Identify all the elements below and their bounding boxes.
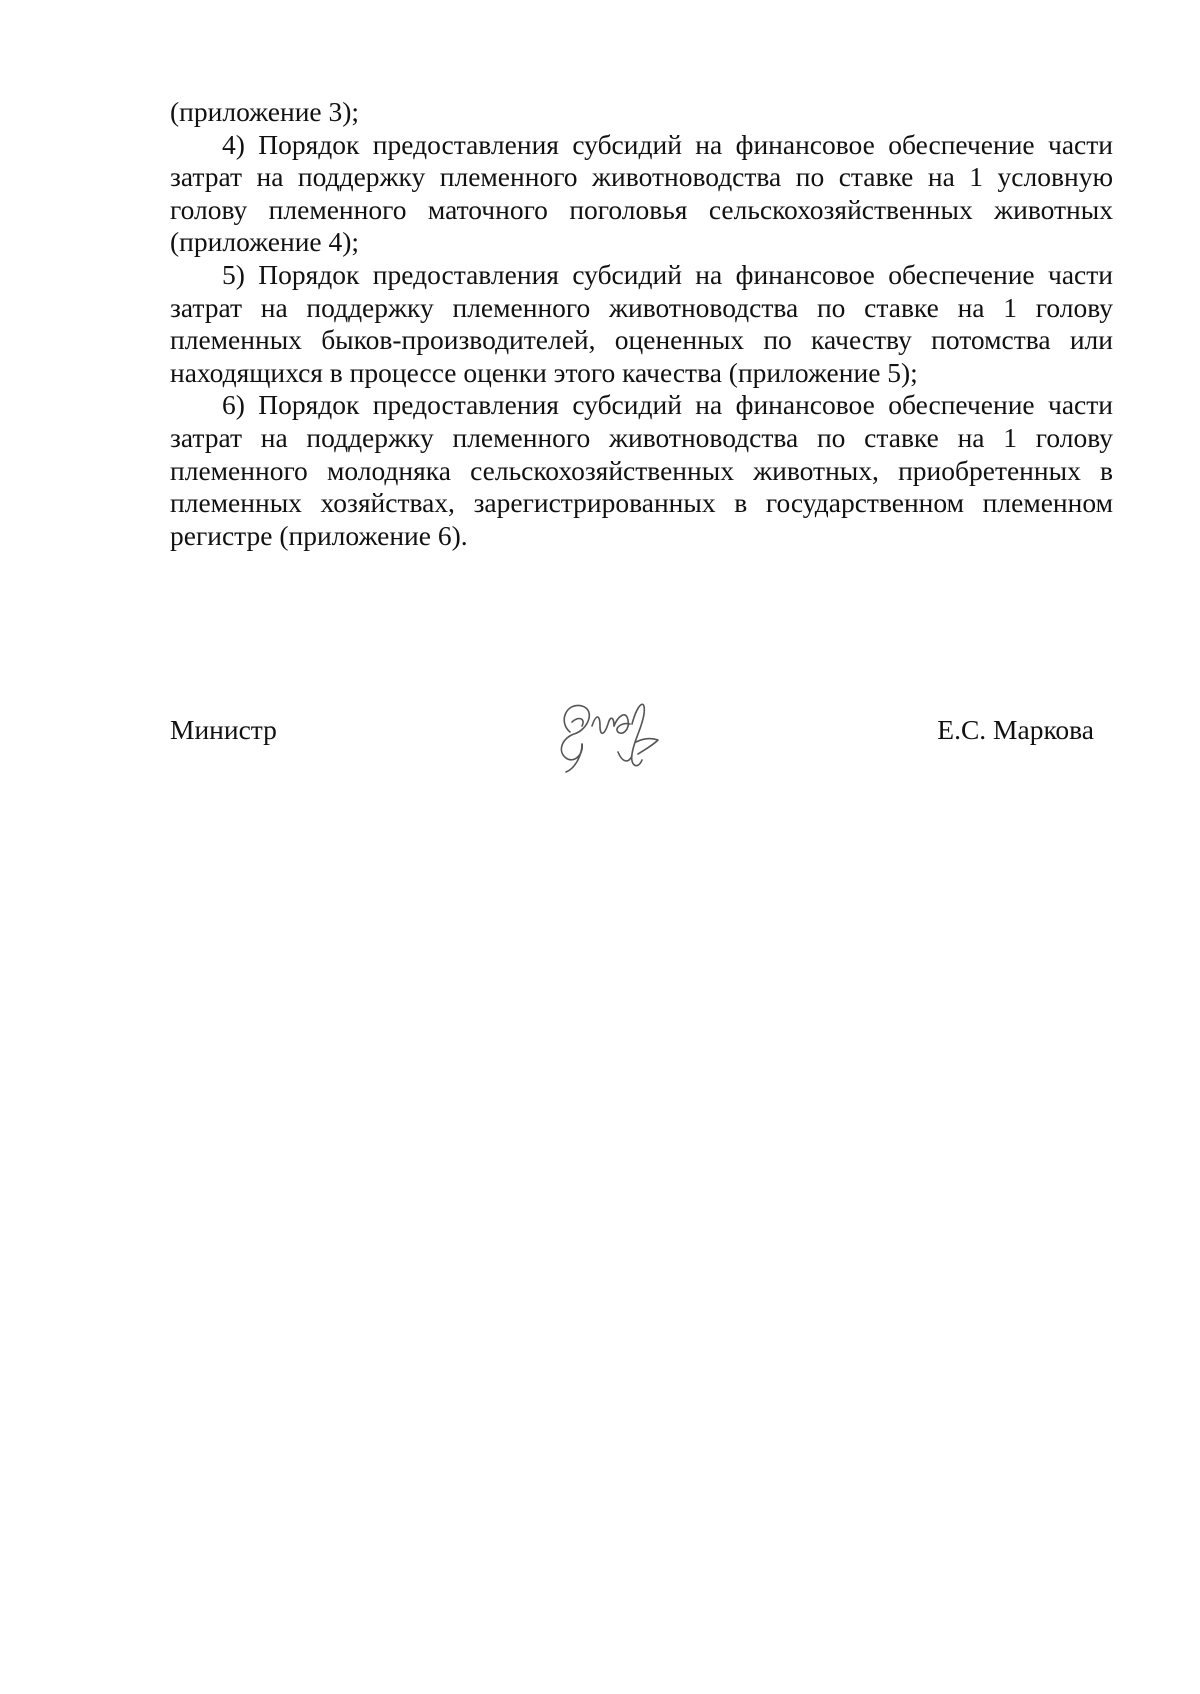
continuation-text: (приложение 3);: [170, 96, 360, 127]
handwritten-signature-icon: [548, 692, 668, 778]
list-item-4: 4) Порядок предоставления субсидий на финансовое обеспечение части затрат на поддержку племенного животноводства по ставке на 1 условную голову племенного маточного поголовья сельскохозяйственных животных (приложение 4);: [170, 128, 1113, 258]
signatory-role: Министр: [170, 714, 277, 745]
list-item-6: 6) Порядок предоставления субсидий на финансовое обеспечение части затрат на поддержку племенного животноводства по ставке на 1 голову племенного молодняка сельскохозяйственных животных, приобретенных в племенных хозяйствах, зарегистрированных в государственном племенном регистре (приложение 6).: [170, 389, 1113, 551]
signatory-name: Е.С. Маркова: [937, 714, 1094, 745]
list-item-5: 5) Порядок предоставления субсидий на финансовое обеспечение части затрат на поддержку племенного животноводства по ставке на 1 голову племенных быков-производителей, оцененных по качеству потомства или находящихся в процессе оценки этого качества (приложение 5);: [170, 258, 1113, 388]
document-body: [170, 96, 1113, 552]
